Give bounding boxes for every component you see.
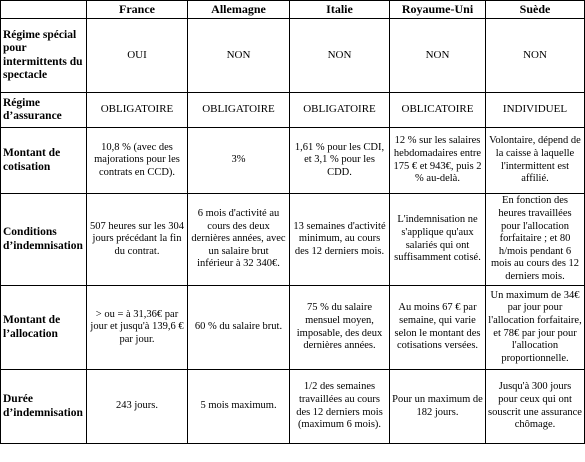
table-cell: Jusqu'à 300 jours pour ceux qui ont souscrit une assurance chômage. bbox=[486, 370, 585, 444]
table-cell: NON bbox=[486, 19, 585, 93]
table-cell: L'indemnisation ne s'applique qu'aux salariés qui ont suffisamment cotisé. bbox=[390, 194, 486, 286]
row-header: Montant de cotisation bbox=[1, 128, 87, 194]
corner-cell bbox=[1, 1, 87, 19]
table-cell: OBLIGATOIRE bbox=[87, 93, 188, 128]
table-cell: NON bbox=[390, 19, 486, 93]
table-cell: 243 jours. bbox=[87, 370, 188, 444]
row-header: Montant de l’allocation bbox=[1, 286, 87, 370]
table-cell: INDIVIDUEL bbox=[486, 93, 585, 128]
col-header-suede: Suède bbox=[486, 1, 585, 19]
table-cell: Volontaire, dépend de la caisse à laquelle l'intermittent est affilié. bbox=[486, 128, 585, 194]
table-cell: 507 heures sur les 304 jours précédant la fin du contrat. bbox=[87, 194, 188, 286]
table-cell: 12 % sur les salaires hebdomadaires entre 175 € et 943€, puis 2 % au-delà. bbox=[390, 128, 486, 194]
table-row bbox=[1, 286, 585, 370]
col-header-italie: Italie bbox=[290, 1, 390, 19]
table-row bbox=[1, 128, 585, 194]
header-row bbox=[1, 1, 585, 19]
table-cell: Un maximum de 34€ par jour pour l'allocation forfaitaire, et 78€ par jour pour l'allocation proportionnelle. bbox=[486, 286, 585, 370]
table-cell: 13 semaines d'activité minimum, au cours des 12 derniers mois. bbox=[290, 194, 390, 286]
table-cell: 1,61 % pour les CDI, et 3,1 % pour les CDD. bbox=[290, 128, 390, 194]
table-cell: NON bbox=[290, 19, 390, 93]
table-row bbox=[1, 370, 585, 444]
row-header: Régime d’assurance bbox=[1, 93, 87, 128]
table-cell: 5 mois maximum. bbox=[188, 370, 290, 444]
row-header: Conditions d’indemnisation bbox=[1, 194, 87, 286]
table-cell: 1/2 des semaines travaillées au cours des 12 derniers mois (maximum 6 mois). bbox=[290, 370, 390, 444]
table-cell: En fonction des heures travaillées pour l'allocation forfaitaire ; et 80 h/mois pendant 6 mois au cours des 12 derniers mois. bbox=[486, 194, 585, 286]
table-cell: Au moins 67 € par semaine, qui varie selon le montant des cotisations versées. bbox=[390, 286, 486, 370]
col-header-france: France bbox=[87, 1, 188, 19]
table-cell: 60 % du salaire brut. bbox=[188, 286, 290, 370]
col-header-allemagne: Allemagne bbox=[188, 1, 290, 19]
table-row bbox=[1, 194, 585, 286]
table-cell: 6 mois d'activité au cours des deux dernières années, avec un salaire brut inférieur à 32 340€. bbox=[188, 194, 290, 286]
table-cell: OBLIGATOIRE bbox=[188, 93, 290, 128]
table-cell: 75 % du salaire mensuel moyen, imposable, des deux dernières années. bbox=[290, 286, 390, 370]
row-header: Durée d’indemnisation bbox=[1, 370, 87, 444]
table-cell: OBLICATOIRE bbox=[390, 93, 486, 128]
table-cell: OUI bbox=[87, 19, 188, 93]
table-cell: 3% bbox=[188, 128, 290, 194]
col-header-royaume-uni: Royaume-Uni bbox=[390, 1, 486, 19]
table-cell: NON bbox=[188, 19, 290, 93]
table-cell: 10,8 % (avec des majorations pour les contrats en CCD). bbox=[87, 128, 188, 194]
table-row bbox=[1, 19, 585, 93]
table-cell: > ou = à 31,36€ par jour et jusqu'à 139,6 € par jour. bbox=[87, 286, 188, 370]
table-cell: Pour un maximum de 182 jours. bbox=[390, 370, 486, 444]
row-header: Régime spécial pour intermittents du spectacle bbox=[1, 19, 87, 93]
table-cell: OBLIGATOIRE bbox=[290, 93, 390, 128]
table-row bbox=[1, 93, 585, 128]
